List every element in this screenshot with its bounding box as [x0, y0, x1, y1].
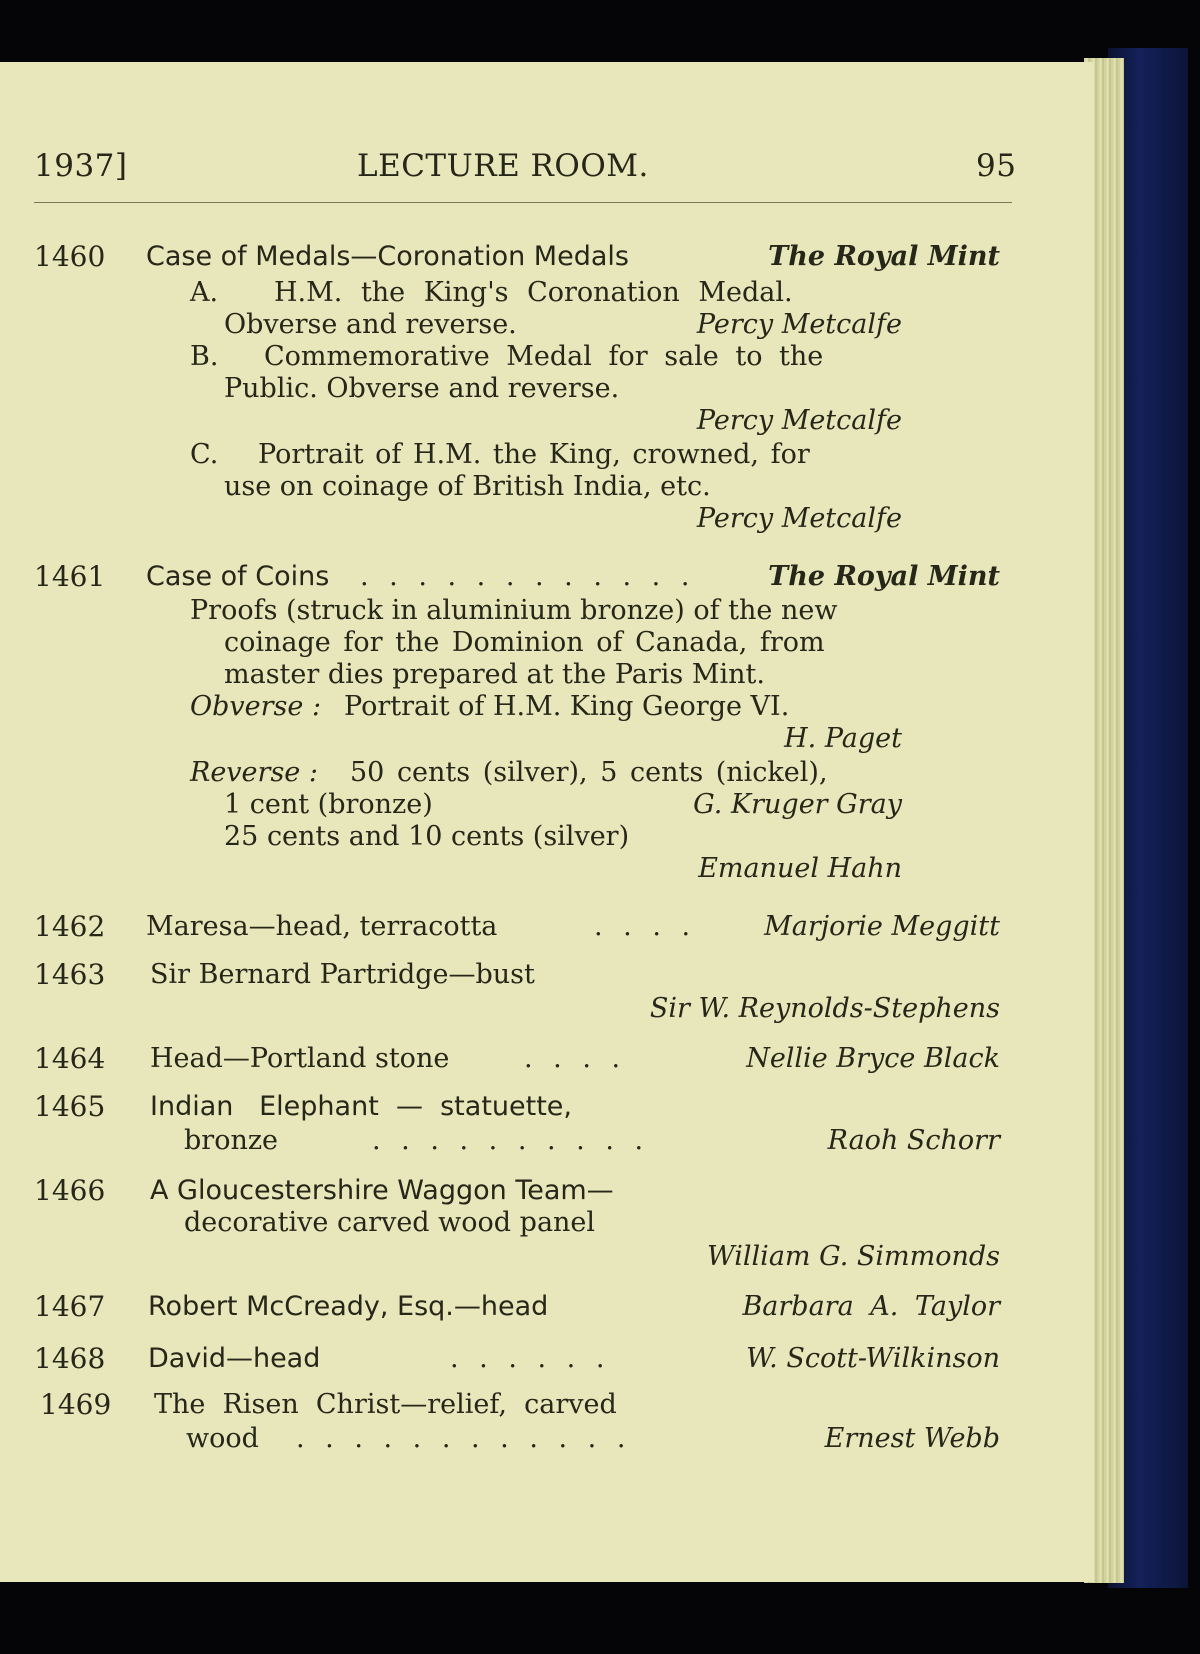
dot-leader: . . . . . . . . . . . .	[296, 1423, 632, 1454]
running-head-title: LECTURE ROOM.	[357, 148, 649, 184]
item-text: Portrait of H.M. the King, crowned, for	[258, 439, 810, 470]
entry-title: Case of Coins	[146, 561, 330, 592]
book-page	[0, 62, 1094, 1582]
entry-number: 1466	[34, 1174, 106, 1207]
entry-artist: Ernest Webb	[824, 1423, 1000, 1454]
entry-title: David—head	[148, 1343, 321, 1374]
obverse-artist: H. Paget	[784, 723, 902, 754]
entry-title: Indian Elephant — statuette,	[150, 1091, 572, 1122]
running-head-year: 1937]	[34, 148, 128, 184]
entry-number: 1463	[34, 958, 106, 991]
entry-attribution: The Royal Mint	[768, 241, 1000, 272]
obverse-label: Obverse :	[190, 691, 322, 722]
entry-number: 1461	[34, 560, 106, 593]
reverse-text: 50 cents (silver), 5 cents (nickel),	[350, 757, 828, 788]
entry-artist: W. Scott-Wilkinson	[746, 1343, 1000, 1374]
reverse-label: Reverse :	[190, 757, 318, 788]
item-text: H.M. the King's Coronation Medal.	[274, 277, 793, 308]
item-text: use on coinage of British India, etc.	[224, 471, 711, 502]
entry-title: Maresa—head, terracotta	[146, 911, 498, 942]
entry-description: coinage for the Dominion of Canada, from	[224, 627, 825, 658]
entry-artist: Barbara A. Taylor	[742, 1291, 1000, 1322]
reverse-artist: G. Kruger Gray	[693, 789, 902, 820]
entry-title-continued: decorative carved wood panel	[184, 1207, 596, 1238]
entry-description: Proofs (struck in aluminium bronze) of the new	[190, 595, 838, 626]
item-artist: Percy Metcalfe	[696, 405, 902, 436]
dot-leader: . . . . . .	[450, 1343, 611, 1374]
entry-title: The Risen Christ—relief, carved	[154, 1389, 617, 1420]
header-rule	[34, 202, 1012, 203]
entry-title: A Gloucestershire Waggon Team—	[150, 1175, 614, 1206]
item-text: Commemorative Medal for sale to the	[264, 341, 824, 372]
entry-artist: Nellie Bryce Black	[746, 1043, 1000, 1074]
entry-artist: Sir W. Reynolds-Stephens	[649, 993, 1000, 1024]
entry-title: Head—Portland stone	[150, 1043, 450, 1074]
entry-number: 1464	[34, 1042, 106, 1075]
dot-leader: . . . .	[594, 911, 697, 942]
dot-leader: . . . .	[524, 1043, 627, 1074]
page-number: 95	[976, 148, 1017, 184]
entry-title: Sir Bernard Partridge—bust	[150, 959, 535, 990]
reverse-text: 1 cent (bronze)	[224, 789, 433, 820]
entry-title: Robert McCready, Esq.—head	[148, 1291, 549, 1322]
item-label: A.	[190, 277, 219, 308]
item-label: B.	[190, 341, 219, 372]
entry-number: 1465	[34, 1090, 106, 1123]
entry-description: master dies prepared at the Paris Mint.	[224, 659, 765, 690]
dot-leader: . . . . . . . . . . . .	[360, 561, 696, 592]
reverse-artist: Emanuel Hahn	[698, 853, 902, 884]
entry-attribution: The Royal Mint	[768, 561, 1000, 592]
entry-number: 1467	[34, 1290, 106, 1323]
item-label: C.	[190, 439, 219, 470]
item-text: Public. Obverse and reverse.	[224, 373, 620, 404]
reverse-text: 25 cents and 10 cents (silver)	[224, 821, 630, 852]
item-artist: Percy Metcalfe	[696, 309, 902, 340]
entry-artist: Raoh Schorr	[827, 1125, 1000, 1156]
entry-number: 1462	[34, 910, 106, 943]
item-artist: Percy Metcalfe	[696, 503, 902, 534]
entry-artist: Marjorie Meggitt	[764, 911, 1000, 942]
item-text: Obverse and reverse.	[224, 309, 517, 340]
entry-title: Case of Medals—Coronation Medals	[146, 241, 629, 272]
dot-leader: . . . . . . . . . .	[372, 1125, 650, 1156]
entry-number: 1468	[34, 1342, 106, 1375]
entry-number: 1469	[40, 1388, 112, 1421]
entry-title-continued: bronze	[184, 1125, 279, 1156]
entry-artist: William G. Simmonds	[707, 1241, 1000, 1272]
obverse-text: Portrait of H.M. King George VI.	[344, 691, 790, 722]
entry-title-continued: wood	[186, 1423, 259, 1454]
entry-number: 1460	[34, 240, 106, 273]
